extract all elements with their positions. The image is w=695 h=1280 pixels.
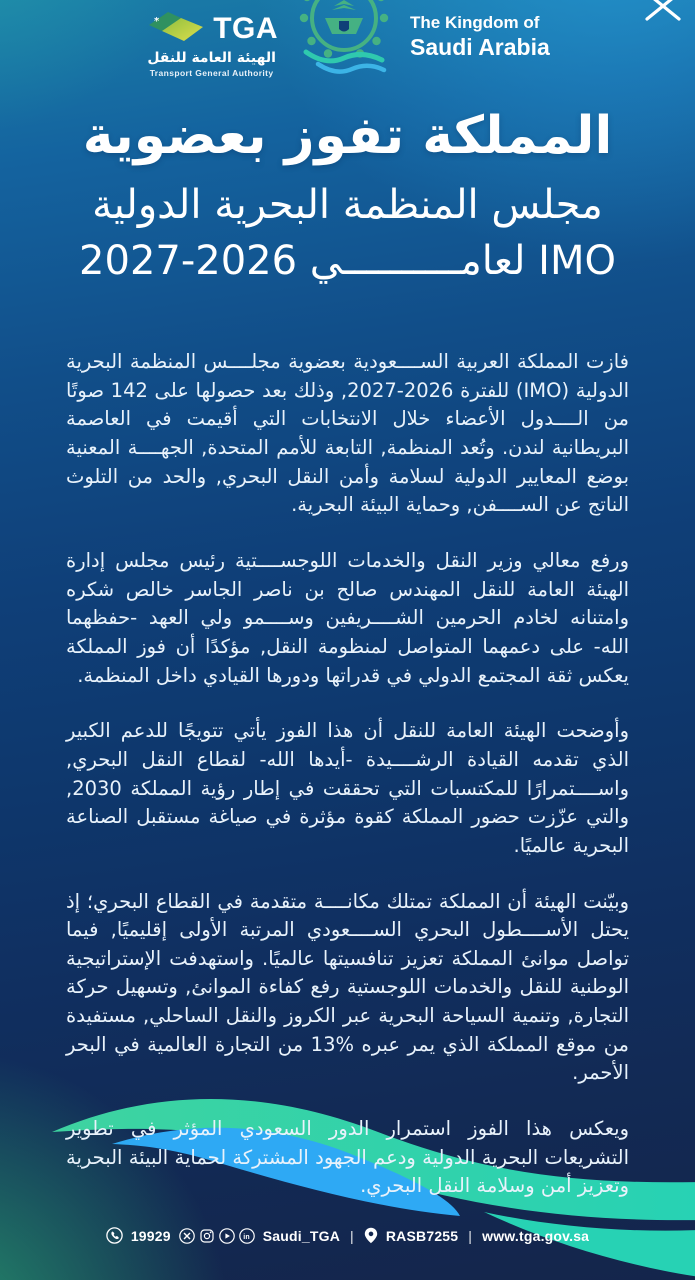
svg-text:in: in [242, 1233, 250, 1241]
paragraph-3: وأوضحت الهيئة العامة للنقل أن هذا الفوز يأتي تتويجًا للدعم الكبير الذي تقدمه القيادة الرشــــيدة -أيدها الله- لقطاع النقل البحري, واســــتمرارًا للمكتسبات التي تحققت في إطار رؤية المملكة 2030, والتي عزّزت حضور المملكة كقوة مؤثرة في صياغة مستقبل الصناعة البحرية عالميًا. [66, 719, 629, 857]
tga-name-arabic: الهيئة العامة للنقل [147, 50, 276, 66]
social-icons [179, 1228, 255, 1244]
kingdom-line2: Saudi Arabia [410, 34, 550, 61]
footer-divider-2: | [468, 1227, 473, 1244]
x-social-icon [179, 1228, 195, 1244]
footer-phone-number: 19929 [130, 1227, 171, 1244]
headline-line1: المملكة تفوز بعضوية [82, 106, 613, 166]
svg-text:*: * [154, 16, 160, 27]
headline-line2: مجلس المنظمة البحرية الدولية [92, 182, 603, 228]
tga-name-english: Transport General Authority [149, 68, 274, 78]
ship-wheel-logo-icon [292, 0, 396, 88]
paragraph-1: فازت المملكة العربية الســــعودية بعضوية مجلــــس المنظمة البحرية الدولية (IMO) للفترة 2026-2027, وذلك بعد حصولها على 142 صوتًا من الــــدول الأعضاء خلال الانتخابات التي أقيمت في العاصمة البريطانية لندن. وتُعد المنظمة, التابعة للأمم المتحدة, الجهــــة المعنية بوضع المعايير الدولية لسلامة وأمن النقل البحري, والحد من التلوث الناتج عن الســــفن, وحماية البيئة البحرية. [66, 350, 629, 517]
headline-line3: IMO لعامــــــــــي 2026-2027 [79, 238, 616, 284]
kingdom-line1: The Kingdom of [410, 13, 540, 32]
footer-website: www.tga.gov.sa [482, 1227, 590, 1244]
phone-icon [106, 1227, 123, 1244]
close-icon[interactable] [643, 0, 683, 26]
footer-location-code: RASB7255 [385, 1227, 459, 1244]
paragraph-4: وبيّنت الهيئة أن المملكة تمتلك مكانــــة متقدمة في القطاع البحري؛ إذ يحتل الأســــطول البحري الســــعودي المرتبة الأولى إقليميًا, فيما تواصل موانئ المملكة تعزيز تنافسيتها عالميًا. واستهدفت الإستراتيجية الوطنية للنقل والخدمات اللوجستية رفع كفاءة الموانئ, وتسهيل حركة التجارة, وتنمية السياحة البحرية عبر الكروز والنقل الساحلي, مستفيدة من موقع المملكة الذي يمر عبره %13 من التجارة العالمية في البحر الأحمر. [66, 889, 629, 1085]
header [0, 0, 695, 92]
footer-divider: | [350, 1227, 354, 1244]
paragraph-5: ويعكس هذا الفوز استمرار الدور السعودي المؤثر في تطوير التشريعات البحرية الدولية ودعم الجهود المشتركة لحماية البيئة البحرية وتعزيز أمن وسلامة النقل البحري. [66, 1117, 629, 1198]
youtube-icon [219, 1228, 235, 1244]
kingdom-lockup [410, 12, 550, 62]
footer-social-handle: Saudi_TGA [262, 1227, 341, 1244]
linkedin-icon [239, 1228, 255, 1244]
article-body [66, 348, 629, 1228]
paragraph-2: ورفع معالي وزير النقل والخدمات اللوجســــتية رئيس مجلس إدارة الهيئة العامة للنقل المهندس صالح بن ناصر الجاسر خالص شكره وامتنانه لخادم الحرمين الشــــريفين وســــمو ولي العهد -حفظهما الله- على دعمهما المتواصل لمنظومة النقل, مؤكدًا أن فوز المملكة يعكس ثقة المجتمع الدولي في قدراتها ودورها القيادي داخل المنظمة. [66, 548, 629, 687]
location-pin-icon [364, 1227, 378, 1244]
tga-acronym: TGA [213, 12, 279, 45]
tga-logo [145, 10, 278, 78]
instagram-icon [199, 1228, 215, 1244]
tga-swoosh-icon [145, 10, 207, 48]
headline [0, 104, 695, 285]
footer-contact-bar [0, 1227, 695, 1244]
